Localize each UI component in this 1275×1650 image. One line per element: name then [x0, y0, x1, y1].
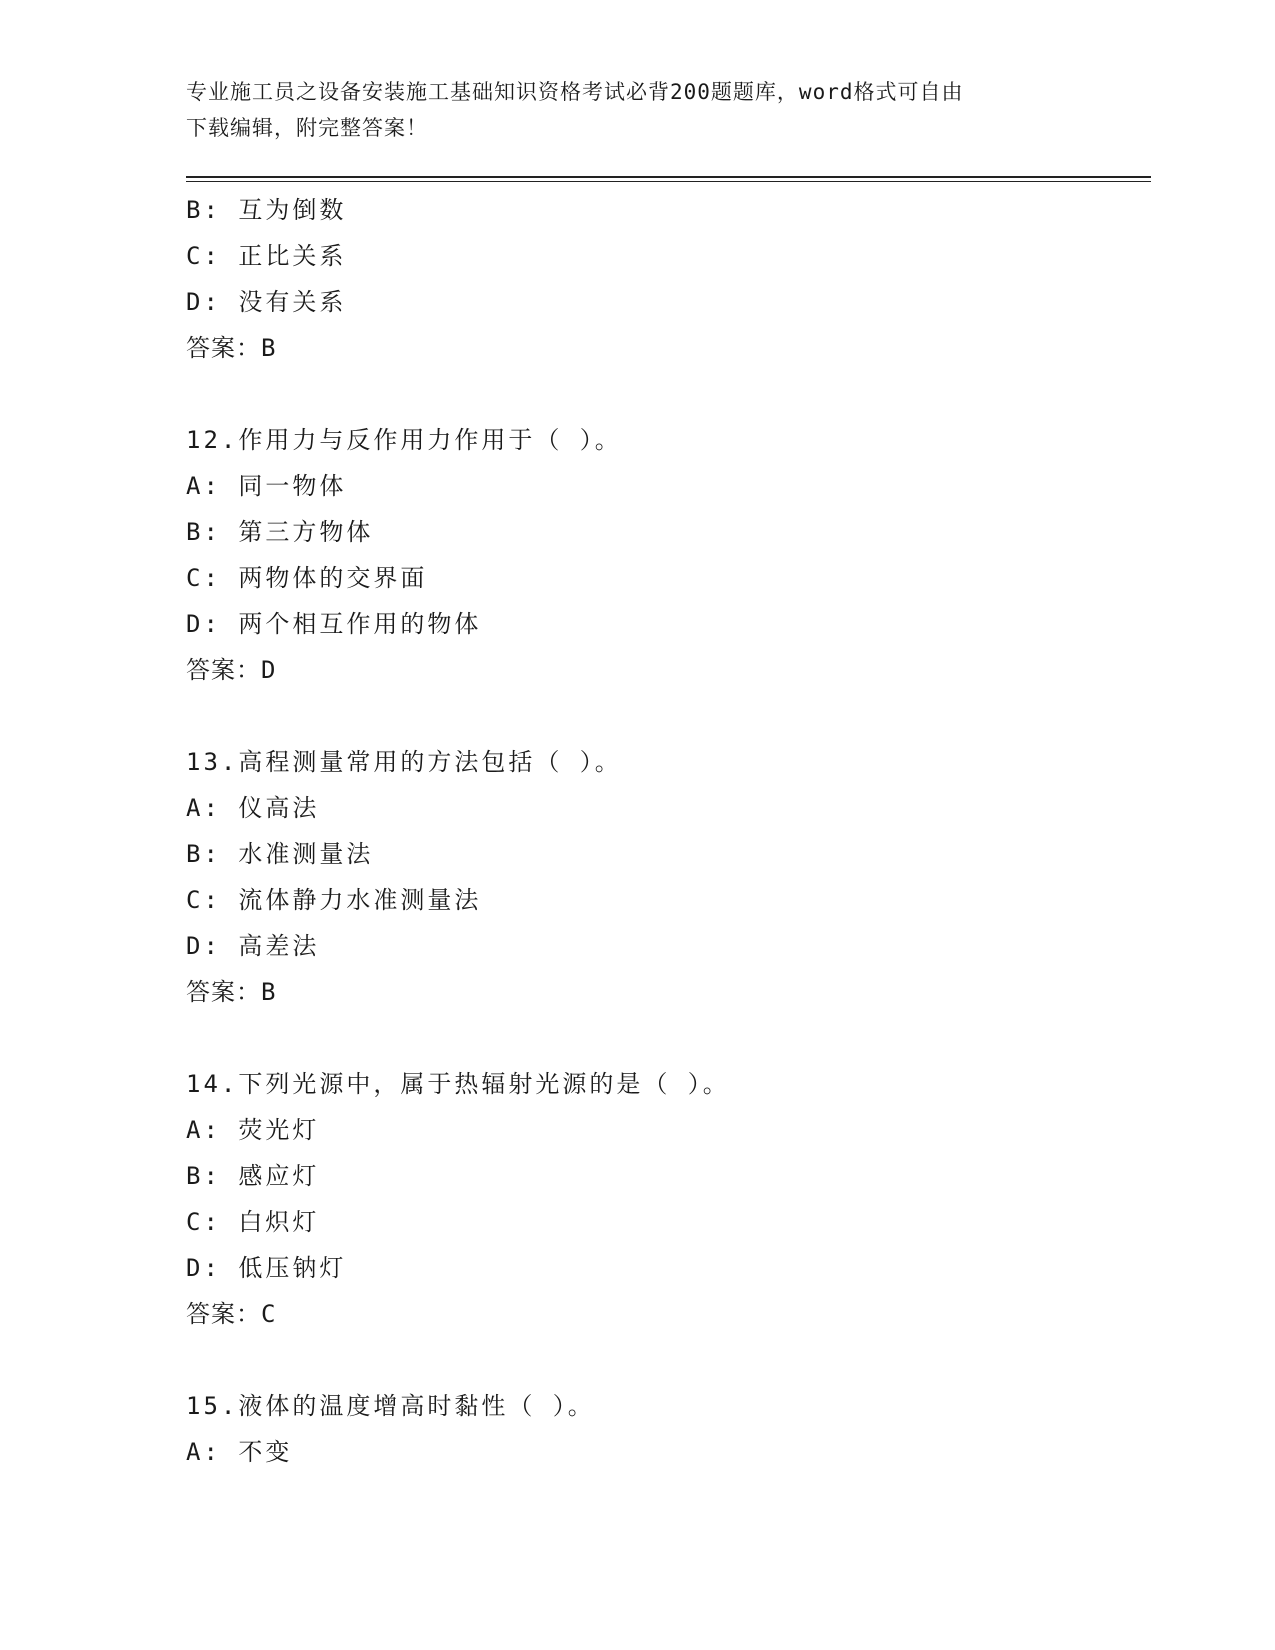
question-spacer	[186, 1015, 1146, 1061]
answer-option: A: 仪高法	[186, 794, 320, 822]
answer-line: 答案：B	[186, 334, 277, 362]
question-stem: 14.下列光源中，属于热辐射光源的是（ ）。	[186, 1070, 730, 1098]
question-list	[186, 187, 1146, 1475]
answer-option: A: 同一物体	[186, 472, 347, 500]
answer-option: D: 两个相互作用的物体	[186, 610, 482, 638]
answer-option: B: 感应灯	[186, 1162, 320, 1190]
question-spacer	[186, 1337, 1146, 1383]
answer-option: D: 没有关系	[186, 288, 347, 316]
question-stem: 12.作用力与反作用力作用于（ ）。	[186, 426, 622, 454]
question-spacer	[186, 693, 1146, 739]
answer-option: C: 白炽灯	[186, 1208, 320, 1236]
header-line-1: 专业施工员之设备安装施工基础知识资格考试必背200题题库，word格式可自由	[186, 80, 964, 104]
document-header	[186, 74, 1086, 146]
answer-option: B: 第三方物体	[186, 518, 374, 546]
question-spacer	[186, 371, 1146, 417]
question-stem: 13.高程测量常用的方法包括（ ）。	[186, 748, 622, 776]
header-divider-thick	[186, 176, 1151, 178]
header-divider-thin	[186, 181, 1151, 182]
answer-option: D: 低压钠灯	[186, 1254, 347, 1282]
header-line-2: 下载编辑，附完整答案！	[186, 116, 428, 140]
answer-option: C: 流体静力水准测量法	[186, 886, 482, 914]
answer-line: 答案：C	[186, 1300, 277, 1328]
answer-option: A: 荧光灯	[186, 1116, 320, 1144]
question-stem: 15.液体的温度增高时黏性（ ）。	[186, 1392, 595, 1420]
answer-line: 答案：D	[186, 656, 277, 684]
answer-option: B: 互为倒数	[186, 196, 347, 224]
answer-option: B: 水准测量法	[186, 840, 374, 868]
answer-option: C: 两物体的交界面	[186, 564, 428, 592]
answer-option: D: 高差法	[186, 932, 320, 960]
answer-line: 答案：B	[186, 978, 277, 1006]
answer-option: A: 不变	[186, 1438, 293, 1466]
answer-option: C: 正比关系	[186, 242, 347, 270]
